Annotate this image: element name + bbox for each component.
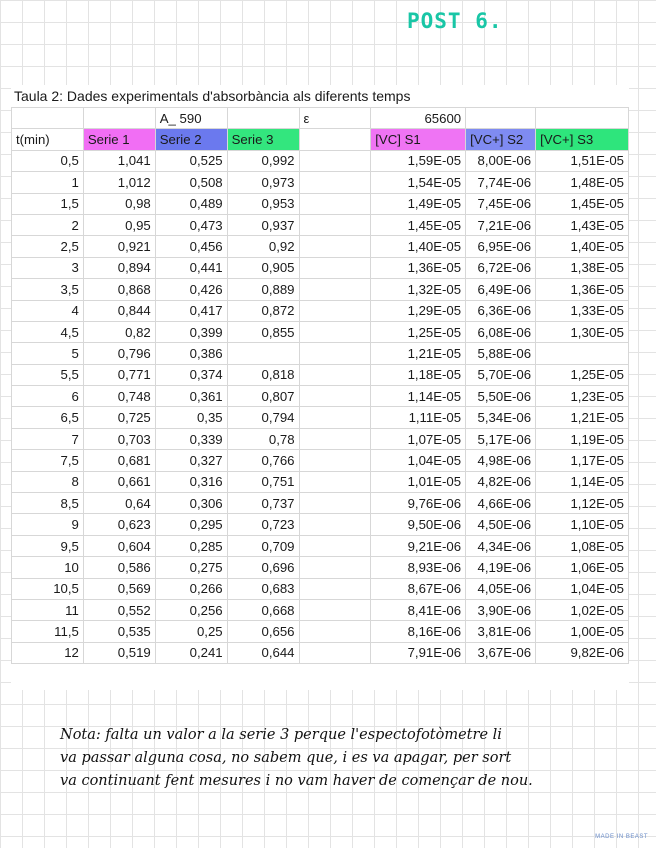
table-cell: 7,45E-06	[466, 193, 536, 214]
table-cell: 1,19E-05	[536, 428, 629, 449]
table-cell: 0,868	[83, 279, 155, 300]
table-cell	[299, 343, 371, 364]
table-cell: 5,17E-06	[466, 428, 536, 449]
table-cell: 1,51E-05	[536, 150, 629, 171]
table-row	[12, 300, 629, 321]
table-cell: 0,771	[83, 364, 155, 385]
table-row	[12, 471, 629, 492]
table-cell: 1,12E-05	[536, 493, 629, 514]
table-cell: 4	[12, 300, 84, 321]
table-cell: 1,43E-05	[536, 214, 629, 235]
table-cell	[299, 193, 371, 214]
header-vc-s1: [VC] S1	[371, 129, 466, 150]
table-cell: 0,525	[155, 150, 227, 171]
table-cell: 1,40E-05	[371, 236, 466, 257]
table-row	[12, 493, 629, 514]
table-cell	[299, 599, 371, 620]
table-cell: 1,14E-05	[536, 471, 629, 492]
table-cell: 0,889	[227, 279, 299, 300]
table-cell: 1,32E-05	[371, 279, 466, 300]
table-row	[12, 514, 629, 535]
table-cell: 5,88E-06	[466, 343, 536, 364]
table-cell	[299, 621, 371, 642]
table-cell: 5,5	[12, 364, 84, 385]
table-cell: 10,5	[12, 578, 84, 599]
table-cell: 1,5	[12, 193, 84, 214]
table-cell	[299, 150, 371, 171]
table-cell: 5,34E-06	[466, 407, 536, 428]
table-cell: 4,19E-06	[466, 557, 536, 578]
table-cell: 9,82E-06	[536, 642, 629, 663]
table-row	[12, 428, 629, 449]
table-cell: 0,266	[155, 578, 227, 599]
table-cell: 0,426	[155, 279, 227, 300]
table-cell: 0,275	[155, 557, 227, 578]
table-cell: 0,399	[155, 321, 227, 342]
table-cell: 0,25	[155, 621, 227, 642]
table-cell: 6,5	[12, 407, 84, 428]
table-row	[12, 343, 629, 364]
header-time: t(min)	[12, 129, 84, 150]
table-cell: 4,50E-06	[466, 514, 536, 535]
spreadsheet-table-image	[11, 85, 629, 690]
table-cell: 0,306	[155, 493, 227, 514]
table-row	[12, 386, 629, 407]
table-row	[12, 621, 629, 642]
table-cell: 4,5	[12, 321, 84, 342]
table-cell: 0,668	[227, 599, 299, 620]
table-cell: 0,95	[83, 214, 155, 235]
table-cell: 0,644	[227, 642, 299, 663]
table-cell: 0,623	[83, 514, 155, 535]
table-cell	[299, 428, 371, 449]
table-cell: 0,748	[83, 386, 155, 407]
table-cell: 0,604	[83, 535, 155, 556]
table-cell: 1,00E-05	[536, 621, 629, 642]
table-cell: 1,25E-05	[371, 321, 466, 342]
table-cell: 0,92	[227, 236, 299, 257]
table-cell: 0,241	[155, 642, 227, 663]
absorbance-table	[11, 107, 629, 664]
table-cell: 1,21E-05	[536, 407, 629, 428]
table-row	[12, 150, 629, 171]
header-serie-2: Serie 2	[155, 129, 227, 150]
table-cell	[299, 236, 371, 257]
table-cell: 4,05E-06	[466, 578, 536, 599]
table-cell: 7,91E-06	[371, 642, 466, 663]
table-cell: 1,48E-05	[536, 172, 629, 193]
table-cell: 6,72E-06	[466, 257, 536, 278]
table-cell: 0,681	[83, 450, 155, 471]
table-cell: 9,21E-06	[371, 535, 466, 556]
header-serie-3: Serie 3	[227, 129, 299, 150]
table-cell: 1,04E-05	[371, 450, 466, 471]
table-row	[12, 599, 629, 620]
table-cell: 9,50E-06	[371, 514, 466, 535]
table-cell: 5	[12, 343, 84, 364]
table-row	[12, 557, 629, 578]
table-cell	[536, 343, 629, 364]
table-cell: 1,36E-05	[371, 257, 466, 278]
table-cell: 0,417	[155, 300, 227, 321]
table-cell: 0,737	[227, 493, 299, 514]
table-cell: 0,696	[227, 557, 299, 578]
table-cell: 0,569	[83, 578, 155, 599]
page-title: POST 6.	[407, 9, 503, 33]
table-cell: 0,456	[155, 236, 227, 257]
note-line: va passar alguna cosa, no sabem que, i es va apagar, per sort	[60, 750, 512, 766]
table-cell: 1,45E-05	[371, 214, 466, 235]
table-cell: 1,07E-05	[371, 428, 466, 449]
table-cell: 1,11E-05	[371, 407, 466, 428]
header-serie-1: Serie 1	[83, 129, 155, 150]
table-cell	[299, 172, 371, 193]
table-cell	[299, 514, 371, 535]
table-cell: 1,06E-05	[536, 557, 629, 578]
table-cell: 1,45E-05	[536, 193, 629, 214]
table-cell: 0,855	[227, 321, 299, 342]
table-cell: 1,33E-05	[536, 300, 629, 321]
table-cell: 1,041	[83, 150, 155, 171]
table-cell: 8,16E-06	[371, 621, 466, 642]
table-cell: 0,552	[83, 599, 155, 620]
table-cell: 1,36E-05	[536, 279, 629, 300]
watermark-logo: MADE IN BEAST	[595, 834, 648, 840]
table-cell: 3,5	[12, 279, 84, 300]
table-cell: 7,74E-06	[466, 172, 536, 193]
table-cell: 11	[12, 599, 84, 620]
table-cell: 0,285	[155, 535, 227, 556]
header-vc-s2: [VC+] S2	[466, 129, 536, 150]
table-cell	[299, 578, 371, 599]
table-cell: 0,709	[227, 535, 299, 556]
table-cell	[299, 279, 371, 300]
table-cell	[299, 364, 371, 385]
table-cell: 0,508	[155, 172, 227, 193]
table-cell: 8,93E-06	[371, 557, 466, 578]
table-cell: 12	[12, 642, 84, 663]
table-cell: 1,08E-05	[536, 535, 629, 556]
table-cell: 3,67E-06	[466, 642, 536, 663]
table-cell: 0,473	[155, 214, 227, 235]
table-cell: 0,374	[155, 364, 227, 385]
table-cell	[299, 407, 371, 428]
table-cell: 0,905	[227, 257, 299, 278]
table-cell: 0,921	[83, 236, 155, 257]
table-cell: 0,5	[12, 150, 84, 171]
table-row	[12, 578, 629, 599]
table-cell: 9	[12, 514, 84, 535]
table-cell: 6,49E-06	[466, 279, 536, 300]
table-row	[12, 364, 629, 385]
table-cell: 6,08E-06	[466, 321, 536, 342]
table-cell: 0,256	[155, 599, 227, 620]
table-cell: 7,5	[12, 450, 84, 471]
table-cell: 0,64	[83, 493, 155, 514]
table-cell	[299, 535, 371, 556]
meta-cell	[227, 108, 299, 129]
table-cell: 1,30E-05	[536, 321, 629, 342]
table-cell	[299, 321, 371, 342]
table-cell: 2,5	[12, 236, 84, 257]
table-cell: 0,441	[155, 257, 227, 278]
meta-cell	[466, 108, 536, 129]
table-cell: 3,90E-06	[466, 599, 536, 620]
table-cell: 6,95E-06	[466, 236, 536, 257]
table-cell: 9,5	[12, 535, 84, 556]
table-cell: 0,794	[227, 407, 299, 428]
table-cell: 0,766	[227, 450, 299, 471]
table-row	[12, 172, 629, 193]
table-cell: 1,14E-05	[371, 386, 466, 407]
table-cell: 0,894	[83, 257, 155, 278]
table-cell: 5,50E-06	[466, 386, 536, 407]
table-cell: 6,36E-06	[466, 300, 536, 321]
table-cell: 7,21E-06	[466, 214, 536, 235]
table-cell: 0,683	[227, 578, 299, 599]
table-cell: 0,586	[83, 557, 155, 578]
table-cell: 10	[12, 557, 84, 578]
table-cell: 4,82E-06	[466, 471, 536, 492]
meta-cell	[12, 108, 84, 129]
table-cell: 1,04E-05	[536, 578, 629, 599]
table-cell: 0,361	[155, 386, 227, 407]
table-cell: 0,723	[227, 514, 299, 535]
table-meta-row	[12, 108, 629, 129]
table-caption: Taula 2: Dades experimentals d'absorbància als diferents temps	[14, 88, 411, 104]
table-cell	[299, 471, 371, 492]
table-cell: 2	[12, 214, 84, 235]
table-cell: 0,751	[227, 471, 299, 492]
table-row	[12, 642, 629, 663]
table-cell: 0,725	[83, 407, 155, 428]
table-cell: 7	[12, 428, 84, 449]
table-cell: 1,59E-05	[371, 150, 466, 171]
table-cell: 0,98	[83, 193, 155, 214]
table-cell: 0,295	[155, 514, 227, 535]
table-cell: 1,10E-05	[536, 514, 629, 535]
table-cell: 6	[12, 386, 84, 407]
table-cell: 0,807	[227, 386, 299, 407]
table-row	[12, 407, 629, 428]
table-cell: 0,953	[227, 193, 299, 214]
table-cell: 0,818	[227, 364, 299, 385]
table-cell: 0,82	[83, 321, 155, 342]
table-cell: 0,339	[155, 428, 227, 449]
table-cell: 8,41E-06	[371, 599, 466, 620]
table-cell: 0,703	[83, 428, 155, 449]
handwritten-note	[60, 724, 640, 793]
table-cell: 1,25E-05	[536, 364, 629, 385]
table-cell: 0,35	[155, 407, 227, 428]
table-row	[12, 193, 629, 214]
epsilon-label: ε	[299, 108, 371, 129]
table-row	[12, 450, 629, 471]
note-line: Nota: falta un valor a la serie 3 perque l'espectofotòmetre li	[60, 727, 502, 743]
table-cell: 0,327	[155, 450, 227, 471]
table-cell: 8	[12, 471, 84, 492]
table-cell: 4,98E-06	[466, 450, 536, 471]
table-cell	[299, 642, 371, 663]
table-cell: 0,386	[155, 343, 227, 364]
table-header-row	[12, 129, 629, 150]
table-cell: 0,844	[83, 300, 155, 321]
wavelength-label: A_ 590	[155, 108, 227, 129]
note-line: va continuant fent mesures i no vam haver de començar de nou.	[60, 773, 533, 789]
table-cell: 0,992	[227, 150, 299, 171]
table-cell: 0,973	[227, 172, 299, 193]
table-cell: 4,34E-06	[466, 535, 536, 556]
table-cell: 8,00E-06	[466, 150, 536, 171]
table-row	[12, 535, 629, 556]
table-cell: 0,937	[227, 214, 299, 235]
header-vc-s3: [VC+] S3	[536, 129, 629, 150]
table-cell: 1,01E-05	[371, 471, 466, 492]
table-cell: 0,316	[155, 471, 227, 492]
table-row	[12, 214, 629, 235]
meta-cell	[536, 108, 629, 129]
table-row	[12, 236, 629, 257]
table-cell: 3,81E-06	[466, 621, 536, 642]
table-row	[12, 257, 629, 278]
table-cell	[299, 214, 371, 235]
table-cell	[227, 343, 299, 364]
table-cell: 1,012	[83, 172, 155, 193]
table-cell: 1,21E-05	[371, 343, 466, 364]
table-cell	[299, 493, 371, 514]
table-cell: 0,796	[83, 343, 155, 364]
table-cell: 8,5	[12, 493, 84, 514]
table-cell: 5,70E-06	[466, 364, 536, 385]
table-cell: 1,38E-05	[536, 257, 629, 278]
table-cell: 1,17E-05	[536, 450, 629, 471]
table-cell: 1,18E-05	[371, 364, 466, 385]
meta-cell	[83, 108, 155, 129]
table-cell: 1,54E-05	[371, 172, 466, 193]
table-cell: 1,29E-05	[371, 300, 466, 321]
table-cell: 1,49E-05	[371, 193, 466, 214]
header-blank	[299, 129, 371, 150]
table-cell: 0,661	[83, 471, 155, 492]
table-cell: 1,23E-05	[536, 386, 629, 407]
table-cell: 1,40E-05	[536, 236, 629, 257]
table-cell: 0,656	[227, 621, 299, 642]
table-cell: 0,535	[83, 621, 155, 642]
epsilon-value: 65600	[371, 108, 466, 129]
table-row	[12, 321, 629, 342]
table-cell: 0,872	[227, 300, 299, 321]
table-cell: 9,76E-06	[371, 493, 466, 514]
table-cell: 1,02E-05	[536, 599, 629, 620]
table-cell: 0,519	[83, 642, 155, 663]
table-cell	[299, 257, 371, 278]
table-cell	[299, 300, 371, 321]
table-cell: 8,67E-06	[371, 578, 466, 599]
table-cell	[299, 557, 371, 578]
table-cell: 0,489	[155, 193, 227, 214]
table-cell: 0,78	[227, 428, 299, 449]
table-cell: 1	[12, 172, 84, 193]
table-cell: 11,5	[12, 621, 84, 642]
table-cell	[299, 386, 371, 407]
table-cell: 4,66E-06	[466, 493, 536, 514]
table-cell: 3	[12, 257, 84, 278]
table-row	[12, 279, 629, 300]
table-cell	[299, 450, 371, 471]
